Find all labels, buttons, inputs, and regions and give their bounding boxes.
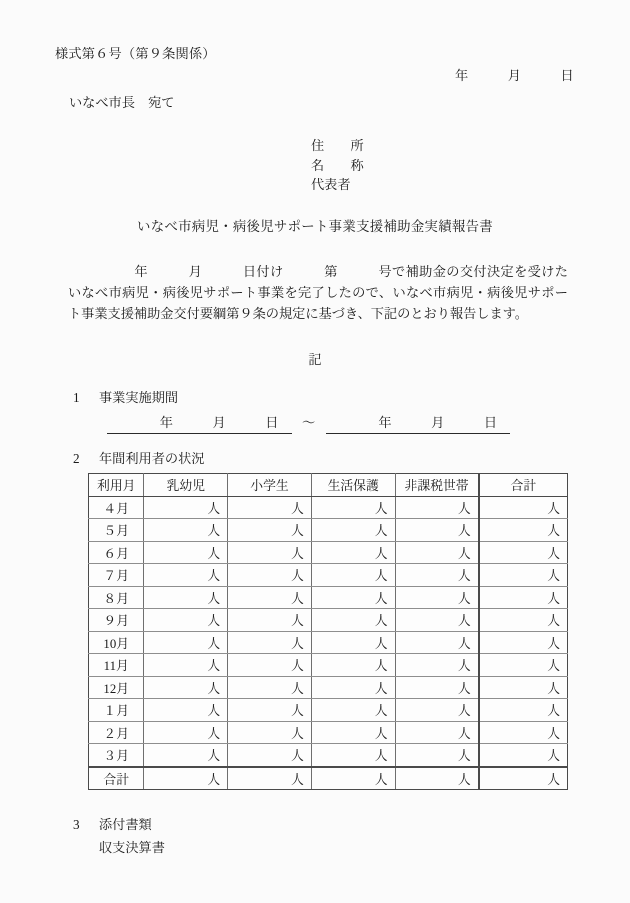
table-value-cell[interactable]: 人 — [144, 721, 228, 744]
table-value-cell[interactable]: 人 — [228, 631, 312, 654]
section-2-title: 年間利用者の状況 — [99, 451, 205, 466]
section-3-heading — [73, 818, 152, 831]
table-value-cell[interactable]: 人 — [144, 564, 228, 587]
table-row — [89, 721, 568, 744]
table-total-row — [89, 767, 568, 790]
table-month-cell: ７月 — [89, 564, 144, 587]
table-value-cell[interactable]: 人 — [479, 767, 568, 790]
table-header — [89, 474, 568, 497]
table-value-cell[interactable]: 人 — [395, 676, 479, 699]
table-value-cell[interactable]: 人 — [395, 519, 479, 542]
table-value-cell[interactable]: 人 — [311, 496, 395, 519]
applicant-representative-label[interactable]: 代表者 — [311, 177, 351, 192]
table-value-cell[interactable]: 人 — [395, 631, 479, 654]
table-row — [89, 564, 568, 587]
table-value-cell[interactable]: 人 — [144, 609, 228, 632]
table-header-cell-5: 合計 — [479, 474, 568, 497]
table-month-cell: 12月 — [89, 676, 144, 699]
body-paragraph-text: 年 月 日付け 第 号で補助金の交付決定を受けたいなべ市病児・病後児サポート事業を完了したので、いなべ市病児・病後児サポート事業支援補助金交付要綱第９条の規定に基づき、下記のとおり報告します。 — [68, 264, 568, 321]
table-value-cell[interactable]: 人 — [311, 564, 395, 587]
table-month-cell: ４月 — [89, 496, 144, 519]
table-value-cell[interactable]: 人 — [395, 721, 479, 744]
table-value-cell[interactable]: 人 — [479, 654, 568, 677]
table-value-cell[interactable]: 人 — [479, 541, 568, 564]
table-row — [89, 631, 568, 654]
table-row — [89, 676, 568, 699]
annual-usage-table — [88, 473, 568, 790]
table-month-cell: ９月 — [89, 609, 144, 632]
issue-date-field[interactable]: 年 月 日 — [455, 68, 574, 83]
table-value-cell[interactable]: 人 — [311, 541, 395, 564]
table-row — [89, 654, 568, 677]
table-value-cell[interactable]: 人 — [228, 721, 312, 744]
table-header-cell-0: 利用月 — [89, 474, 144, 497]
table-value-cell[interactable]: 人 — [228, 654, 312, 677]
table-value-cell[interactable]: 人 — [479, 699, 568, 722]
form-code-label: 様式第６号（第９条関係） — [55, 46, 216, 61]
table-value-cell[interactable]: 人 — [311, 676, 395, 699]
table-value-cell[interactable]: 人 — [311, 586, 395, 609]
document-title: いなべ市病児・病後児サポート事業支援補助金実績報告書 — [137, 219, 493, 234]
table-header-cell-1: 乳幼児 — [144, 474, 228, 497]
table-value-cell[interactable]: 人 — [311, 609, 395, 632]
table-row — [89, 496, 568, 519]
table-value-cell[interactable]: 人 — [144, 699, 228, 722]
table-month-cell: ６月 — [89, 541, 144, 564]
section-1-heading — [73, 391, 178, 404]
table-value-cell[interactable]: 人 — [228, 541, 312, 564]
table-value-cell[interactable]: 人 — [395, 609, 479, 632]
table-value-cell[interactable]: 人 — [395, 564, 479, 587]
table-month-cell: １月 — [89, 699, 144, 722]
table-value-cell[interactable]: 人 — [395, 496, 479, 519]
table-value-cell[interactable]: 人 — [228, 586, 312, 609]
period-start-field[interactable]: 年 月 日 — [107, 412, 292, 434]
table-value-cell[interactable]: 人 — [479, 496, 568, 519]
table-row — [89, 699, 568, 722]
table-value-cell[interactable]: 人 — [144, 496, 228, 519]
table-value-cell[interactable]: 人 — [395, 654, 479, 677]
table-row — [89, 744, 568, 767]
table-month-cell: 合計 — [89, 767, 144, 790]
table-value-cell[interactable]: 人 — [144, 654, 228, 677]
table-value-cell[interactable]: 人 — [144, 676, 228, 699]
table-month-cell: ８月 — [89, 586, 144, 609]
section-2-number: 2 — [73, 451, 80, 466]
table-value-cell[interactable]: 人 — [144, 586, 228, 609]
table-month-cell: ２月 — [89, 721, 144, 744]
table-value-cell[interactable]: 人 — [479, 721, 568, 744]
section-1-title: 事業実施期間 — [99, 390, 179, 405]
table-value-cell[interactable]: 人 — [228, 519, 312, 542]
table-value-cell[interactable]: 人 — [395, 541, 479, 564]
addressee-label: いなべ市長 宛て — [69, 95, 175, 110]
table-value-cell[interactable]: 人 — [144, 767, 228, 790]
table-value-cell[interactable]: 人 — [311, 721, 395, 744]
table-row — [89, 586, 568, 609]
applicant-info-block — [311, 136, 364, 195]
table-month-cell: 11月 — [89, 654, 144, 677]
implementation-period-row — [107, 412, 510, 434]
table-month-cell: ５月 — [89, 519, 144, 542]
table-header-cell-3: 生活保護 — [311, 474, 395, 497]
table-row — [89, 519, 568, 542]
section-1-number: 1 — [73, 390, 80, 405]
table-value-cell[interactable]: 人 — [144, 541, 228, 564]
table-header-cell-4: 非課税世帯 — [395, 474, 479, 497]
table-body — [89, 496, 568, 790]
ki-mark: 記 — [308, 352, 322, 367]
applicant-name-label[interactable]: 名 称 — [311, 157, 364, 173]
table-row — [89, 609, 568, 632]
applicant-address-label[interactable]: 住 所 — [311, 138, 364, 153]
table-value-cell[interactable]: 人 — [228, 564, 312, 587]
table-header-cell-2: 小学生 — [228, 474, 312, 497]
table-value-cell[interactable]: 人 — [395, 586, 479, 609]
table-value-cell[interactable]: 人 — [144, 631, 228, 654]
table-value-cell[interactable]: 人 — [228, 699, 312, 722]
table-value-cell[interactable]: 人 — [479, 744, 568, 767]
table-value-cell[interactable]: 人 — [228, 496, 312, 519]
table-month-cell: ３月 — [89, 744, 144, 767]
table-header-row — [89, 474, 568, 497]
section-3-title: 添付書類 — [99, 817, 152, 832]
table-value-cell[interactable]: 人 — [479, 564, 568, 587]
table-row — [89, 541, 568, 564]
table-value-cell[interactable]: 人 — [479, 676, 568, 699]
table-value-cell[interactable]: 人 — [144, 519, 228, 542]
table-value-cell[interactable]: 人 — [311, 654, 395, 677]
period-end-field[interactable]: 年 月 日 — [326, 412, 511, 434]
table-value-cell[interactable]: 人 — [228, 676, 312, 699]
table-value-cell[interactable]: 人 — [228, 767, 312, 790]
table-value-cell[interactable]: 人 — [311, 519, 395, 542]
table-value-cell[interactable]: 人 — [395, 744, 479, 767]
section-3-number: 3 — [73, 817, 80, 832]
table-month-cell: 10月 — [89, 631, 144, 654]
table-value-cell[interactable]: 人 — [395, 767, 479, 790]
table-value-cell[interactable]: 人 — [311, 744, 395, 767]
table-value-cell[interactable]: 人 — [479, 519, 568, 542]
table-value-cell[interactable]: 人 — [479, 609, 568, 632]
table-value-cell[interactable]: 人 — [144, 744, 228, 767]
attachment-item: 収支決算書 — [99, 840, 165, 855]
table-value-cell[interactable]: 人 — [311, 767, 395, 790]
table-value-cell[interactable]: 人 — [395, 699, 479, 722]
body-paragraph — [68, 261, 568, 324]
section-2-heading — [73, 452, 205, 465]
table-value-cell[interactable]: 人 — [479, 631, 568, 654]
table-value-cell[interactable]: 人 — [479, 586, 568, 609]
table-value-cell[interactable]: 人 — [228, 744, 312, 767]
table-value-cell[interactable]: 人 — [228, 609, 312, 632]
table-value-cell[interactable]: 人 — [311, 631, 395, 654]
period-separator: 〜 — [302, 415, 316, 430]
table-value-cell[interactable]: 人 — [311, 699, 395, 722]
